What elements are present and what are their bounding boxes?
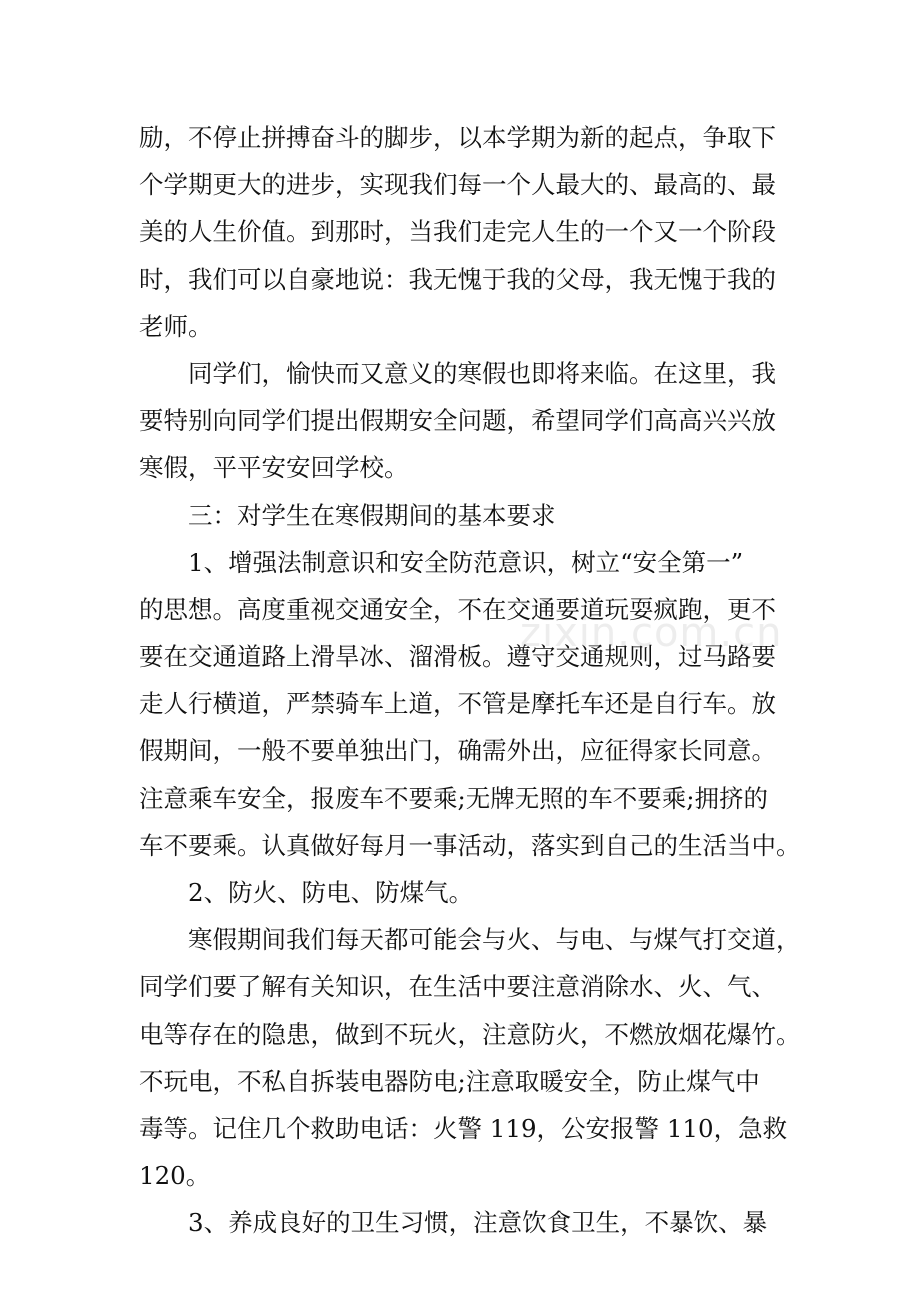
text-line: 的思想。高度重视交通安全，不在交通要道玩耍疯跑，更不 bbox=[139, 594, 776, 624]
section-heading: 三：对学生在寒假期间的基本要求 bbox=[188, 500, 556, 530]
text-line: 毒等。记住几个救助电话：火警 119，公安报警 110，急救 bbox=[139, 1113, 788, 1143]
paragraph-start-line: 同学们，愉快而又意义的寒假也即将来临。在这里，我 bbox=[188, 358, 776, 388]
watermark: zixin.com.cn bbox=[520, 610, 783, 656]
text-line: 时，我们可以自豪地说：我无愧于我的父母，我无愧于我的 bbox=[139, 264, 776, 294]
list-item-heading: 2、防火、防电、防煤气。 bbox=[188, 878, 474, 907]
text-line: 120。 bbox=[139, 1161, 211, 1191]
text-line: 走人行横道，严禁骑车上道，不管是摩托车还是自行车。放 bbox=[139, 689, 776, 719]
paragraph-start-line: 3、养成良好的卫生习惯，注意饮食卫生，不暴饮、暴 bbox=[188, 1208, 768, 1238]
text-line: 假期间，一般不要单独出门，确需外出，应征得家长同意。 bbox=[139, 736, 776, 766]
text-line: 要特别向同学们提出假期安全问题，希望同学们高高兴兴放 bbox=[139, 406, 776, 436]
text-line: 注意乘车安全，报废车不要乘;无牌无照的车不要乘;拥挤的 bbox=[139, 783, 769, 813]
document-body bbox=[139, 114, 801, 1247]
text-line: 同学们要了解有关知识，在生活中要注意消除水、火、气、 bbox=[139, 972, 776, 1002]
text-line: 不玩电，不私自拆装电器防电;注意取暖安全，防止煤气中 bbox=[139, 1066, 760, 1096]
text-line: 美的人生价值。到那时，当我们走完人生的一个又一个阶段 bbox=[139, 217, 776, 247]
text-line: 要在交通道路上滑旱冰、溜滑板。遵守交通规则，过马路要 bbox=[139, 642, 776, 672]
paragraph-start-line: 1、增强法制意识和安全防范意识，树立“安全第一” bbox=[188, 547, 744, 577]
text-line: 个学期更大的进步，实现我们每一个人最大的、最高的、最 bbox=[139, 170, 776, 200]
text-line: 老师。 bbox=[139, 311, 213, 341]
text-line: 电等存在的隐患，做到不玩火，注意防火，不燃放烟花爆竹。 bbox=[139, 1019, 801, 1049]
paragraph-start-line: 寒假期间我们每天都可能会与火、与电、与煤气打交道， bbox=[188, 925, 801, 955]
text-line: 寒假，平平安安回学校。 bbox=[139, 453, 409, 483]
text-line: 励，不停止拼搏奋斗的脚步，以本学期为新的起点，争取下 bbox=[139, 123, 776, 152]
text-line: 车不要乘。认真做好每月一事活动，落实到自己的生活当中。 bbox=[139, 830, 801, 860]
